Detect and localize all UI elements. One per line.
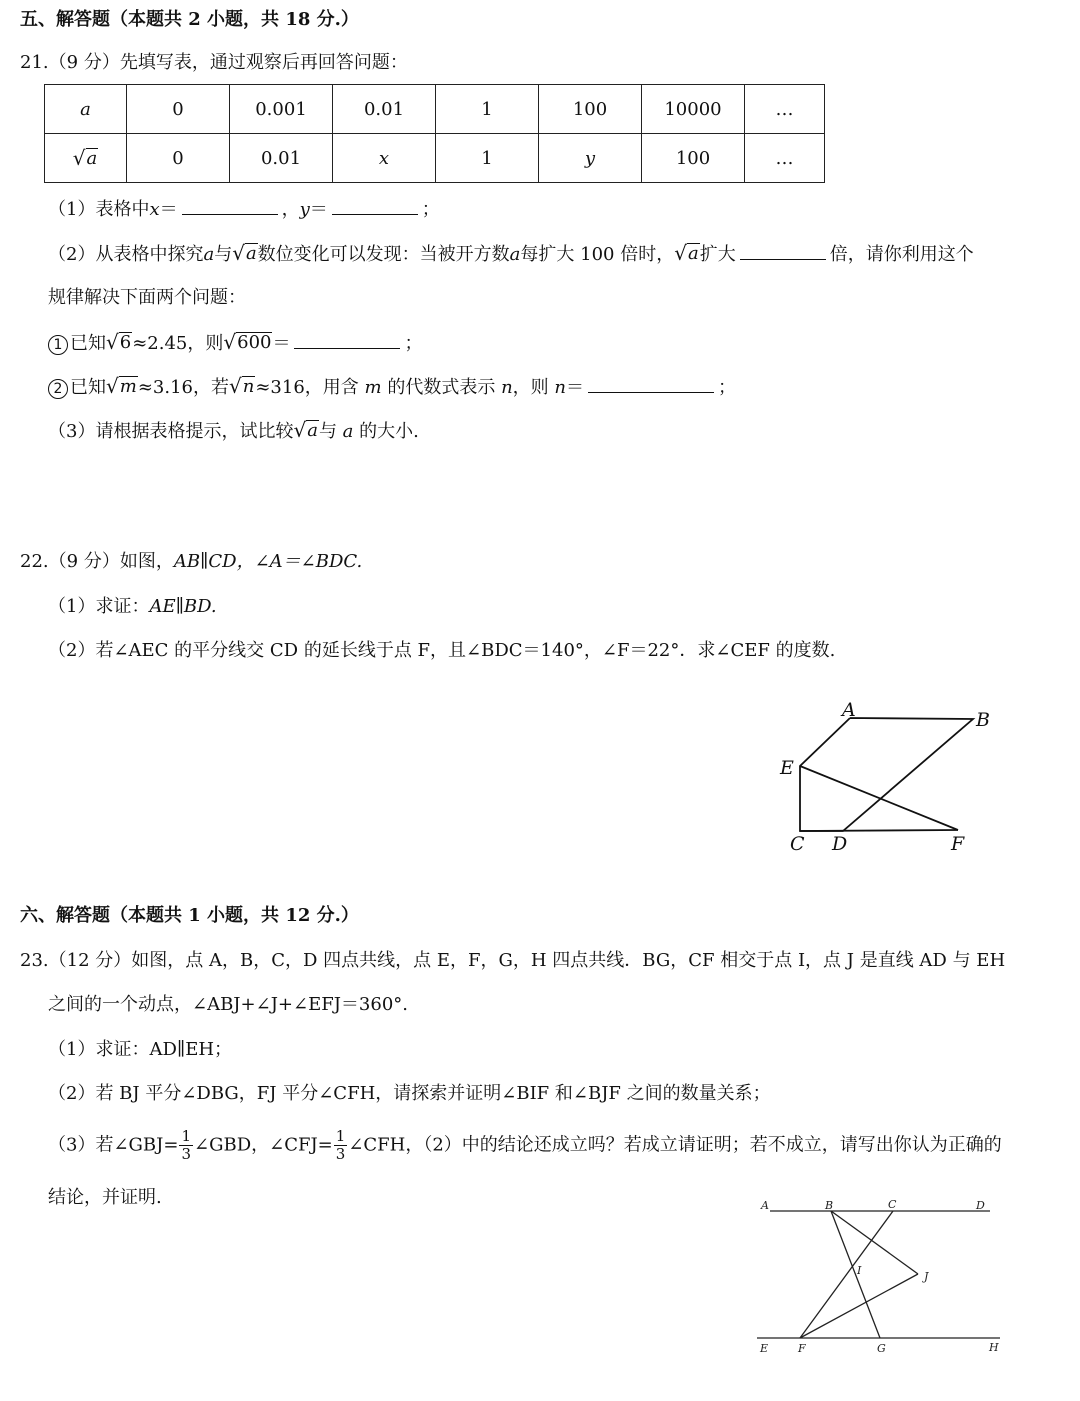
- point-label-F: F: [798, 1342, 806, 1355]
- answer-blank-x[interactable]: [182, 196, 278, 215]
- point-label-D: D: [832, 833, 848, 855]
- q22-part-2: （2）若∠AEC 的平分线交 CD 的延长线于点 F，且∠BDC＝140°，∠F＝22°．求∠CEF 的度数.: [48, 640, 836, 661]
- figure-line-BJ: [831, 1211, 918, 1274]
- point-label-E: E: [780, 757, 794, 779]
- section-5-heading: 五、解答题（本题共 2 小题，共 18 分.）: [20, 9, 359, 30]
- q23-figure: [752, 1192, 1012, 1364]
- table-cell: 10000: [642, 85, 745, 134]
- q21-part-2-2: 2 已知 √ m ≈3.16，若 √ n ≈316，用含 m 的代数式表示 n，则 n＝ ；: [48, 374, 736, 400]
- figure-line-CF: [800, 830, 958, 831]
- question-number: 21.: [20, 52, 49, 73]
- point-label-J: J: [924, 1270, 929, 1283]
- table-row: [45, 85, 825, 134]
- table-cell: …: [745, 134, 825, 183]
- table-cell: a: [45, 85, 127, 134]
- table-cell: 0: [127, 85, 230, 134]
- value-table: [44, 84, 825, 183]
- table-cell: …: [745, 85, 825, 134]
- question-score: （9 分）: [48, 52, 120, 73]
- section-6-heading: 六、解答题（本题共 1 小题，共 12 分.）: [20, 905, 359, 926]
- point-label-H: H: [989, 1341, 999, 1354]
- point-label-A: A: [842, 699, 856, 721]
- q21-part-2-cont: 规律解决下面两个问题：: [48, 287, 246, 308]
- table-cell: 0: [127, 134, 230, 183]
- question-23-stem-cont: 之间的一个动点，∠ABJ+∠J+∠EFJ＝360°.: [48, 994, 408, 1015]
- q21-part-2-1: 1 已知 √ 6 ≈2.45，则 √ 600 ＝ ；: [48, 330, 422, 356]
- table-cell: 0.001: [230, 85, 333, 134]
- point-label-B: B: [825, 1199, 834, 1212]
- q21-part-3: （3）请根据表格提示，试比较 √ a 与 a 的大小.: [48, 418, 419, 442]
- point-label-A: A: [761, 1199, 769, 1212]
- point-label-G: G: [877, 1342, 886, 1355]
- table-cell: [45, 134, 127, 183]
- q21-part-2: （2）从表格中探究a与 √ a 数位变化可以发现：当被开方数a每扩大 100 倍时， √ a 扩大 倍，请你利用这个: [48, 241, 974, 265]
- table-cell: x: [333, 134, 436, 183]
- q23-part-2: （2）若 BJ 平分∠DBG，FJ 平分∠CFH，请探索并证明∠BIF 和∠BJF 之间的数量关系；: [48, 1083, 771, 1104]
- point-label-F: F: [951, 833, 965, 855]
- q23-part-3: （3）若∠GBJ= $\frac{1}{3}$ ∠GBD，∠CFJ= $\frac{1}{3}$ ∠CFH，（2）中的结论还成立吗？若成立请证明；若不成立，请写出你认为正确的: [48, 1127, 1002, 1163]
- point-label-E: E: [760, 1342, 769, 1355]
- q21-part-1: （1）表格中x＝ ，y＝ ；: [48, 196, 440, 222]
- sqrt-expression: √ a: [72, 145, 98, 170]
- point-label-B: B: [976, 709, 990, 731]
- answer-blank-y[interactable]: [332, 196, 418, 215]
- q22-figure: [760, 690, 1010, 860]
- table-cell: 0.01: [333, 85, 436, 134]
- table-cell: 1: [436, 85, 539, 134]
- fraction-one-third: $\frac{1}{3}$: [335, 1127, 346, 1163]
- answer-blank-multiple[interactable]: [740, 241, 826, 260]
- q22-part-1: （1）求证：AE∥BD.: [48, 596, 217, 617]
- q23-part-1: （1）求证：AD∥EH；: [48, 1039, 233, 1060]
- table-cell: 1: [436, 134, 539, 183]
- answer-blank-sqrt600[interactable]: [294, 330, 400, 349]
- point-label-D: D: [976, 1199, 985, 1212]
- table-cell: y: [539, 134, 642, 183]
- table-cell: 100: [539, 85, 642, 134]
- answer-blank-n[interactable]: [588, 374, 714, 393]
- figure-bisector-EF: [800, 766, 958, 830]
- fraction-one-third: $\frac{1}{3}$: [181, 1127, 191, 1163]
- point-label-I: I: [857, 1264, 862, 1277]
- question-text: 先填写表，通过观察后再回答问题：: [119, 52, 408, 73]
- figure-line-CF: [800, 1211, 893, 1338]
- point-label-C: C: [888, 1198, 897, 1211]
- figure-line-BG: [831, 1211, 880, 1338]
- q23-part-3-cont: 结论，并证明.: [48, 1187, 162, 1208]
- question-23-stem: 23.（12 分）如图，点 A，B，C，D 四点共线，点 E，F，G，H 四点共线．BG，CF 相交于点 I，点 J 是直线 AD 与 EH: [20, 950, 1006, 971]
- point-label-C: C: [790, 833, 805, 855]
- question-21-stem: [20, 51, 408, 75]
- question-22-stem: 22.（9 分）如图，AB∥CD，∠A＝∠BDC.: [20, 551, 363, 572]
- figure-quadrilateral: [800, 718, 973, 831]
- table-row: [45, 134, 825, 183]
- table-cell: 100: [642, 134, 745, 183]
- table-cell: 0.01: [230, 134, 333, 183]
